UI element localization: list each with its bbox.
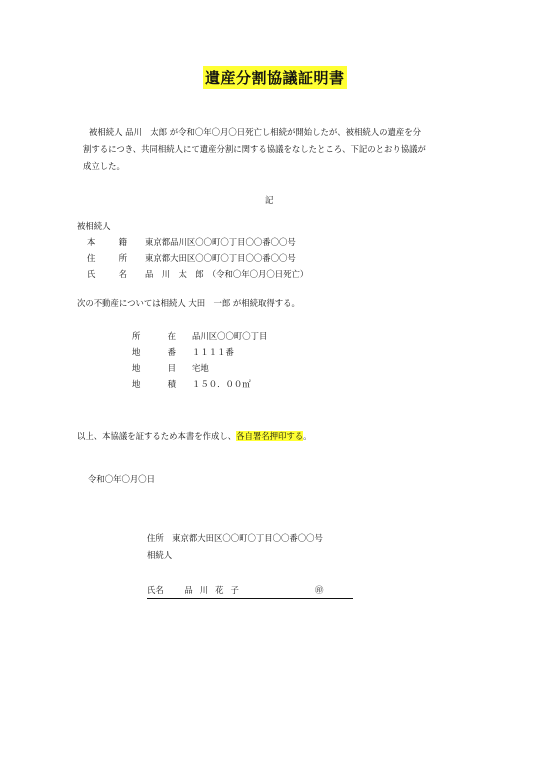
intro-line-2: 割するにつき、共同相続人にて遺産分割に関する協議をなしたところ、下記のとおり協議が xyxy=(83,144,426,154)
decedent-label xyxy=(77,268,137,280)
label-char: 積 xyxy=(167,379,176,389)
signer-role: 相続人 xyxy=(147,550,173,560)
label-char: 名 xyxy=(118,269,127,279)
property-label xyxy=(132,330,184,342)
closing-statement xyxy=(77,430,312,442)
signer-name-label: 氏名 xyxy=(147,585,164,595)
label-char: 籍 xyxy=(118,237,127,247)
label-char: 地 xyxy=(132,379,141,389)
signer-name: 品川花子 xyxy=(184,585,246,595)
decedent-row-honseki xyxy=(77,234,308,250)
property-row-lot-number xyxy=(132,344,267,360)
decedent-label xyxy=(77,236,137,248)
decedent-value: 品 川 太 郎 （令和〇年〇月〇日死亡） xyxy=(145,269,309,279)
document-date: 令和〇年〇月〇日 xyxy=(88,474,155,484)
label-char: 在 xyxy=(167,331,176,341)
decedent-row-address xyxy=(77,250,308,266)
property-value: １５０．００㎡ xyxy=(192,379,251,389)
signature-line xyxy=(147,584,353,599)
property-value: 宅地 xyxy=(192,363,209,373)
closing-highlight: 各自署名押印する xyxy=(236,431,304,441)
property-row-location xyxy=(132,328,267,344)
decedent-heading xyxy=(77,218,308,234)
seal-mark: ㊞ xyxy=(315,585,324,595)
closing-end: 。 xyxy=(303,431,312,441)
property-value: １１１１番 xyxy=(192,347,234,357)
label-char: 住 xyxy=(87,253,96,263)
property-row-land-category xyxy=(132,360,267,376)
decedent-section xyxy=(77,218,308,282)
label-char: 番 xyxy=(167,347,176,357)
property-row-area xyxy=(132,376,267,392)
decedent-label xyxy=(77,252,137,264)
label-char: 地 xyxy=(132,363,141,373)
label-char: 所 xyxy=(118,253,127,263)
property-label xyxy=(132,362,184,374)
decedent-row-name xyxy=(77,266,308,282)
intro-paragraph xyxy=(83,124,473,175)
decedent-heading-label: 被相続人 xyxy=(77,221,111,231)
label-char: 地 xyxy=(132,347,141,357)
label-char: 本 xyxy=(87,237,96,247)
label-char: 目 xyxy=(167,363,176,373)
label-char: 所 xyxy=(132,331,141,341)
decedent-value: 東京都大田区〇〇町〇丁目〇〇番〇〇号 xyxy=(145,253,296,263)
intro-line-1: 被相続人 品川 太郎 が令和〇年〇月〇日死亡し相続が開始したが、被相続人の遺産を分 xyxy=(89,127,421,137)
signer-address: 住所 東京都大田区〇〇町〇丁目〇〇番〇〇号 xyxy=(147,533,323,543)
property-section xyxy=(132,328,267,392)
property-value: 品川区〇〇町〇丁目 xyxy=(192,331,268,341)
decedent-value: 東京都品川区〇〇町〇丁目〇〇番〇〇号 xyxy=(145,237,296,247)
property-intro: 次の不動産については相続人 大田 一郎 が相続取得する。 xyxy=(77,298,300,308)
property-label xyxy=(132,346,184,358)
intro-line-3: 成立した。 xyxy=(83,161,125,171)
closing-text: 以上、本協議を証するため本書を作成し、 xyxy=(77,431,237,441)
document-title: 遺産分割協議証明書 xyxy=(203,66,347,89)
label-char: 氏 xyxy=(87,269,96,279)
property-label xyxy=(132,378,184,390)
ki-heading: 記 xyxy=(265,195,274,205)
